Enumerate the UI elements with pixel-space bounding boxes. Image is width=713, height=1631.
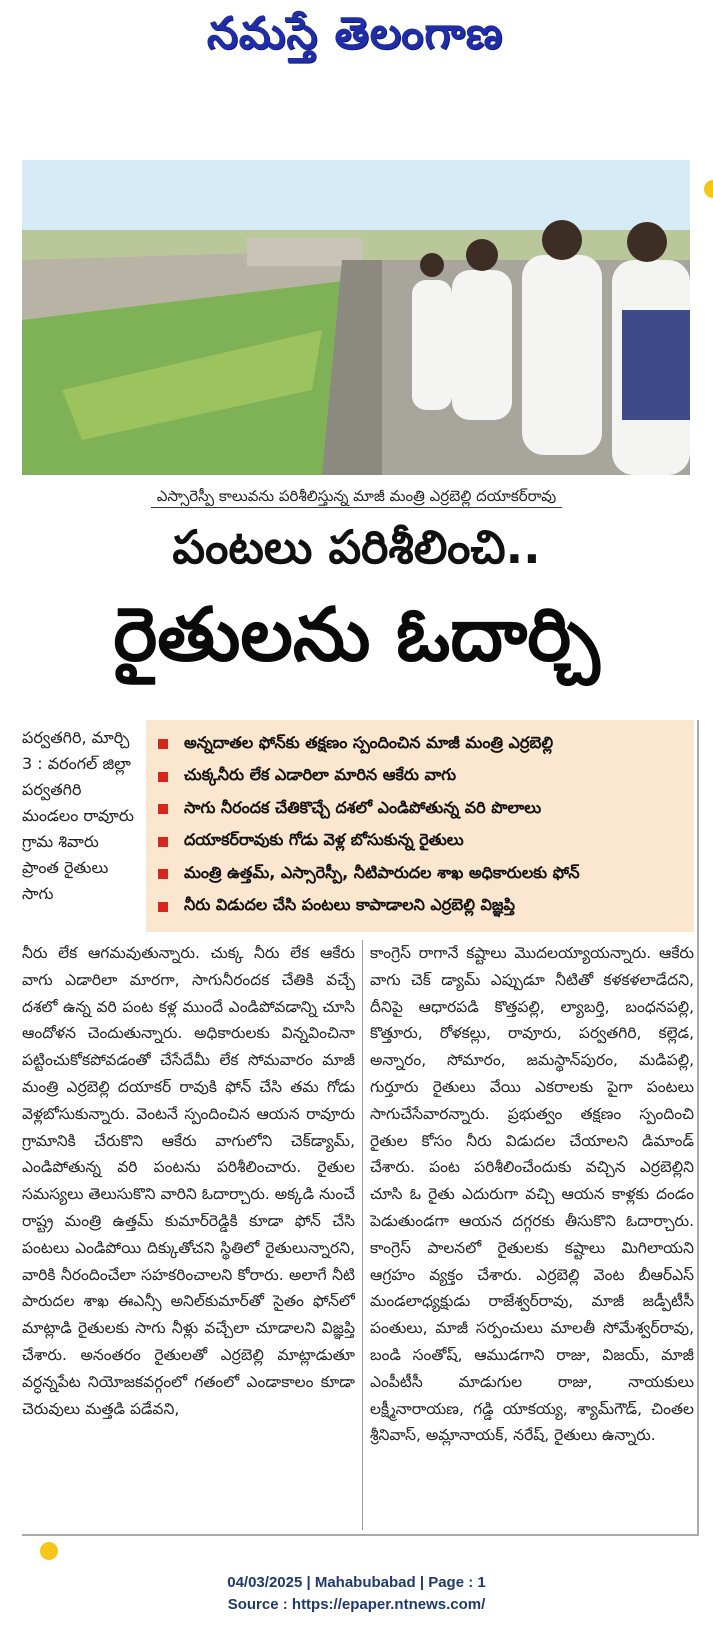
body-column-right xyxy=(370,940,694,1530)
column-divider xyxy=(362,940,363,1530)
body-column-left xyxy=(22,940,355,1530)
highlight-item: అన్నదాతల ఫోన్‌కు తక్షణం స్పందించిన మాజీ మంత్రి ఎర్రబెల్లి xyxy=(158,728,684,761)
footer-date-edition: 04/03/2025 | Mahabubabad | Page : 1 xyxy=(227,1574,486,1591)
footer xyxy=(0,1572,713,1616)
frame-right-border xyxy=(697,720,699,1535)
highlight-item: దయాకర్‌రావుకు గోడు వెళ్ల బోసుకున్న రైతులు xyxy=(158,826,684,859)
highlight-item: మంత్రి ఉత్తమ్, ఎస్సారెస్పీ, నీటిపారుదల శాఖ అధికారులకు ఫోన్ xyxy=(158,858,684,891)
highlight-item: నీరు విడుదల చేసి పంటలు కాపాడాలని ఎర్రబెల్లి విజ్ఞప్తి xyxy=(158,891,684,924)
accent-dot-bottom xyxy=(40,1542,58,1560)
square-bullet-icon xyxy=(158,837,168,847)
square-bullet-icon xyxy=(158,772,168,782)
square-bullet-icon xyxy=(158,739,168,749)
body-text-left: నీరు లేక ఆగమవుతున్నారు. చుక్క నీరు లేక ఆకేరు వాగు ఎడారిలా మారగా, సాగునీరందక చేతికి వచ్చే దశలో ఉన్న వరి పంట కళ్ల ముందే ఎండిపోవడాన్ని చూసి ఆందోళన చెందుతున్నారు. అధికారులకు విన్నవించినా పట్టించుకోకపోవడంతో చేసేదేమీ లేక సోమవారం మాజీ మంత్రి ఎర్రబెల్లి దయాకర్ రావుకి ఫోన్ చేసి తమ గోడు వెళ్లబోసుకున్నారు. వెంటనే స్పందించిన ఆయన రావూరు గ్రామానికి చేరుకొని ఆకేరు వాగులోని చెక్‌డ్యామ్, ఎండిపోతున్న వరి పంటను పరిశీలించారు. రైతుల సమస్యలు తెలుసుకొని వారిని ఓదార్చారు. అక్కడి నుంచే రాష్ట్ర మంత్రి ఉత్తమ్ కుమార్‌రెడ్డికి కూడా ఫోన్ చేసి పంటలు ఎండిపోయి దిక్కుతోచని స్థితిలో రైతులున్నారని, వారికి నీరందించేలా సహకరించాలని కోరారు. అలాగే నీటి పారుదల శాఖ ఈఎన్సీ అనిల్‌కుమార్‌తో సైతం ఫోన్‌లో మాట్లాడి రైతులకు సాగు నీళ్లు వచ్చేలా చూడాలని విజ్ఞప్తి చేశారు. అనంతరం రైతులతో ఎర్రబెల్లి మాట్లాడుతూ వర్ధన్నపేట నియోజకవర్గంలో గతంలో ఎండాకాలం కూడా చెరువులు మత్తడి పడేవని, xyxy=(22,944,355,1418)
square-bullet-icon xyxy=(158,804,168,814)
masthead: నమస్తే తెలంగాణ xyxy=(206,8,504,59)
highlight-item: సాగు నీరందక చేతికొచ్చే దశలో ఎండిపోతున్న వరి పొలాలు xyxy=(158,793,684,826)
dateline: పర్వతగిరి, మార్చి 3 : వరంగల్ జిల్లా పర్వతగిరి మండలం రావూరు గ్రామ శివారు ప్రాంత రైతులు సాగు xyxy=(22,728,134,903)
square-bullet-icon xyxy=(158,869,168,879)
headline-line-1: పంటలు పరిశీలించి.. xyxy=(172,520,541,574)
square-bullet-icon xyxy=(158,902,168,912)
body-text-right: కాంగ్రెస్ రాగానే కష్టాలు మొదలయ్యాయన్నారు. ఆకేరు వాగు చెక్ డ్యామ్ ఎప్పుడూ నీటితో కళకళలాడేదని, దీనిపై ఆధారపడి కొత్తపల్లి, ల్యాబర్తి, బంధనపల్లి, కొత్తూరు, రోళకల్లు, రావూరు, పర్వతగిరి, కల్లెడ, అన్నారం, సోమారం, జమస్థాన్‌పురం, మడిపల్లి, గుర్తూరు రైతులు వేయి ఎకరాలకు పైగా పంటలు సాగుచేసేవారన్నారు. ప్రభుత్వం తక్షణం స్పందించి రైతుల కోసం నీరు విడుదల చేయాలని డిమాండ్ చేశారు. పంట పరిశీలించేందుకు వచ్చిన ఎర్రబెల్లిని చూసి ఓ రైతు ఎదురుగా వచ్చి ఆయన కాళ్లకు దండం పెడుతుండగా ఆయన దగ్గరకు తీసుకొని ఓదార్చారు. కాంగ్రెస్ పాలనలో రైతులకు కష్టాలు మిగిలాయని ఆగ్రహం వ్యక్తం చేశారు. ఎర్రబెల్లి వెంట బీఆర్‌ఎస్ మండలాధ్యక్షుడు రాజేశ్వర్‌రావు, మాజీ జడ్పీటీసీ పంతులు, మాజీ సర్పంచులు మాలతీ సోమేశ్వర్‌రావు, బండి సంతోష్, ఆముడగాని రాజు, విజయ్, మాజీ ఎంపీటీసీ మాడుగుల రాజు, నాయకులు లక్ష్మీనారాయణ, గడ్డి యాకయ్య, శ్యామ్‌గౌడ్, చింతల శ్రీనివాస్, అమ్లానాయక్, నరేష్, రైతులు ఉన్నారు. xyxy=(370,944,694,1445)
news-photo xyxy=(22,160,690,475)
caption-text: ఎస్సారెస్పీ కాలువను పరిశీలిస్తున్న మాజీ మంత్రి ఎర్రబెల్లి దయాకర్‌రావు xyxy=(151,487,562,508)
highlight-item: చుక్కనీరు లేక ఎడారిలా మారిన ఆకేరు వాగు xyxy=(158,761,684,794)
footer-source-link[interactable]: Source : https://epaper.ntnews.com/ xyxy=(227,1596,486,1613)
frame-bottom-border xyxy=(22,1534,699,1536)
photo-caption xyxy=(0,487,713,509)
photo-canal-inspection-icon xyxy=(22,160,690,475)
highlights-box xyxy=(146,720,694,932)
headline-line-2: రైతులను ఓదార్చి xyxy=(113,592,600,678)
accent-dot xyxy=(704,180,713,198)
